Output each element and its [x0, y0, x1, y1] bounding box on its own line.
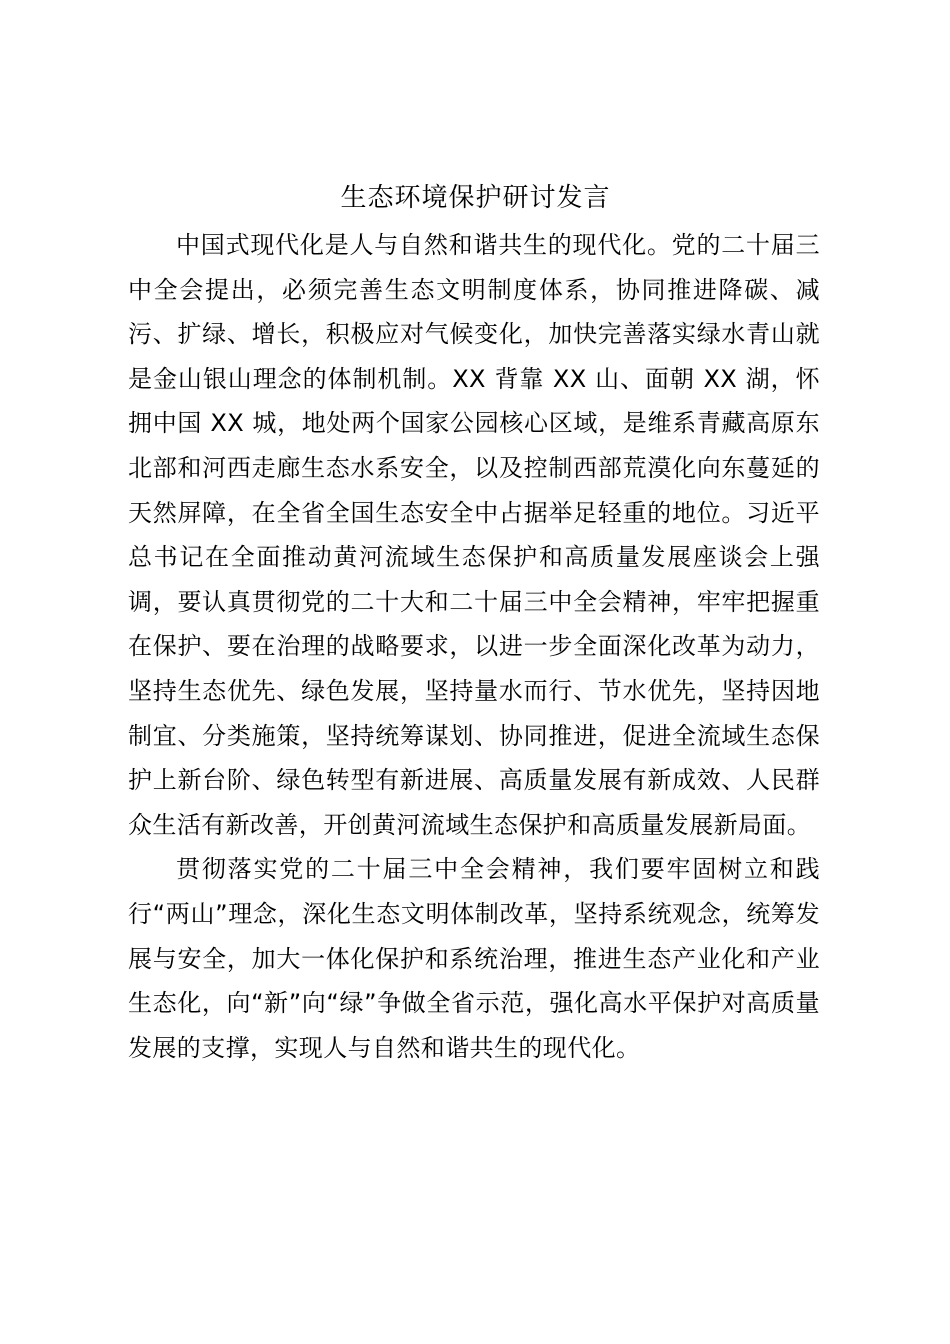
document-body	[128, 223, 820, 1070]
paragraph-1: 中国式现代化是人与自然和谐共生的现代化。党的二十届三中全会提出，必须完善生态文明制度体系，协同推进降碳、减污、扩绿、增长，积极应对气候变化，加快完善落实绿水青山就是金山银山理念的体制机制。XX 背靠 XX 山、面朝 XX 湖，怀拥中国 XX 城，地处两个国家公园核心区域，是维系青藏高原东北部和河西走廊生态水系安全，以及控制西部荒漠化向东蔓延的天然屏障，在全省全国生态安全中占据举足轻重的地位。习近平总书记在全面推动黄河流域生态保护和高质量发展座谈会上强调，要认真贯彻党的二十大和二十届三中全会精神，牢牢把握重在保护、要在治理的战略要求，以进一步全面深化改革为动力，坚持生态优先、绿色发展，坚持量水而行、节水优先，坚持因地制宜、分类施策，坚持统筹谋划、协同推进，促进全流域生态保护上新台阶、绿色转型有新进展、高质量发展有新成效、人民群众生活有新改善，开创黄河流域生态保护和高质量发展新局面。	[128, 231, 820, 839]
paragraph-2: 贯彻落实党的二十届三中全会精神，我们要牢固树立和践行“两山”理念，深化生态文明体制改革，坚持系统观念，统筹发展与安全，加大一体化保护和系统治理，推进生态产业化和产业生态化，向“新”向“绿”争做全省示范，强化高水平保护对高质量发展的支撑，实现人与自然和谐共生的现代化。	[128, 855, 820, 1062]
document-title: 生态环境保护研讨发言	[340, 183, 611, 213]
